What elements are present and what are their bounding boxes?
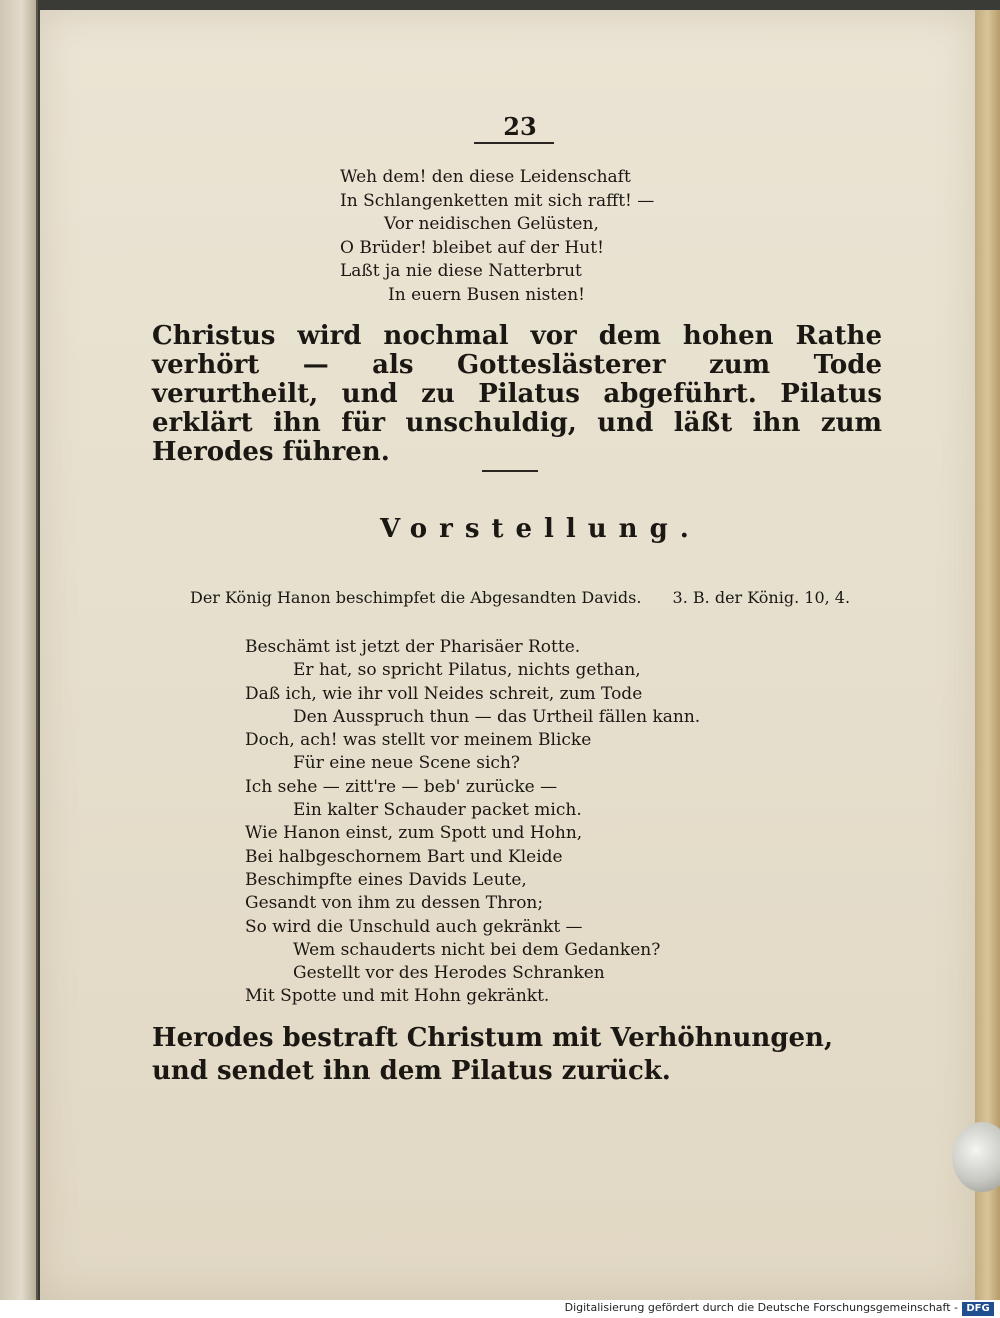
dfg-logo-icon: DFG — [962, 1302, 994, 1316]
header-rule — [474, 142, 554, 144]
page-number: 23 — [503, 112, 537, 141]
poem-line: Für eine neue Scene sich? — [293, 753, 520, 774]
poem-line: Beschimpfte eines Davids Leute, — [245, 869, 527, 890]
digitization-footer — [0, 1300, 1000, 1318]
reference-text: Der König Hanon beschimpfet die Abgesandten Davids. — [190, 588, 642, 607]
poem-stanza-1 — [340, 166, 654, 308]
section-divider — [482, 470, 538, 472]
poem-line: Mit Spotte und mit Hohn gekränkt. — [245, 986, 550, 1007]
footer-credit: Digitalisierung gefördert durch die Deutsche Forschungsgemeinschaft - — [564, 1301, 958, 1314]
poem-line: Gesandt von ihm zu dessen Thron; — [245, 893, 544, 914]
poem-line: Gestellt vor des Herodes Schranken — [293, 963, 605, 984]
poem-stanza-2 — [245, 636, 700, 1009]
poem-line: Laßt ja nie diese Natterbrut — [340, 261, 582, 282]
poem-line: Vor neidischen Gelüsten, — [384, 214, 599, 235]
page-stack-edge — [975, 10, 1000, 1300]
poem-line: Bei halbgeschornem Bart und Kleide — [245, 846, 563, 867]
poem-line: Ein kalter Schauder packet mich. — [293, 800, 582, 821]
poem-line: Beschämt ist jetzt der Pharisäer Rotte. — [245, 637, 581, 657]
poem-line: Wem schauderts nicht bei dem Gedanken? — [293, 939, 661, 960]
scene-heading-2: Herodes bestraft Christum mit Verhöhnungen, und sendet ihn dem Pilatus zurück. — [152, 1023, 834, 1086]
poem-line: Er hat, so spricht Pilatus, nichts gethan, — [293, 660, 641, 681]
poem-line: Doch, ach! was stellt vor meinem Blicke — [245, 730, 592, 751]
scene-heading-1: Christus wird nochmal vor dem hohen Rathe verhört — als Gotteslästerer zum Tode verurtheilt, und zu Pilatus abgeführt. Pilatus erklärt ihn für unschuldig, und läßt ihn zum Herodes führen. — [152, 321, 882, 467]
scripture-reference — [190, 588, 850, 607]
poem-line: Den Ausspruch thun — das Urtheil fällen kann. — [293, 706, 701, 727]
previous-page-edge — [0, 0, 38, 1300]
poem-line: In euern Busen nisten! — [388, 284, 585, 305]
poem-line: O Brüder! bleibet auf der Hut! — [340, 237, 604, 258]
poem-line: Daß ich, wie ihr voll Neides schreit, zum Tode — [245, 683, 643, 704]
poem-line: Weh dem! den diese Leidenschaft — [340, 167, 631, 187]
poem-line: In Schlangenketten mit sich rafft! — — [340, 190, 655, 211]
section-title: Vorstellung. — [380, 514, 701, 544]
poem-line: So wird die Unschuld auch gekränkt — — [245, 916, 583, 937]
reference-citation: 3. B. der König. 10, 4. — [672, 588, 851, 607]
poem-line: Wie Hanon einst, zum Spott und Hohn, — [245, 823, 583, 844]
poem-line: Ich sehe — zitt're — beb' zurücke — — [245, 776, 558, 797]
